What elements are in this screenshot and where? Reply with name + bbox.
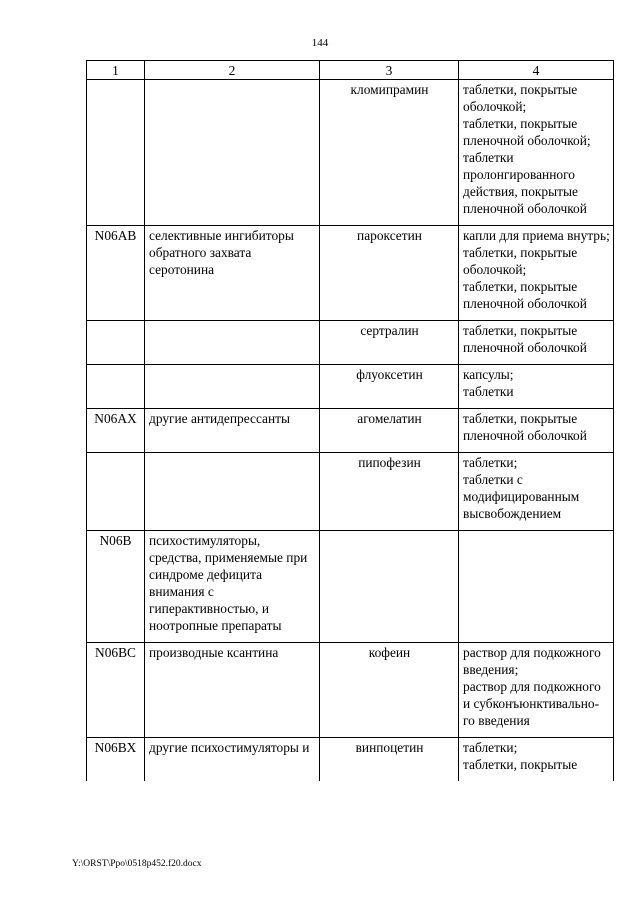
- dosage-forms-cell: [459, 738, 614, 782]
- group-name-cell: другие психостимуляторы и: [145, 738, 320, 782]
- page-number: 144: [311, 37, 329, 49]
- dosage-form: таблетки;: [463, 455, 518, 470]
- atc-code-cell: N06AX: [87, 409, 145, 453]
- atc-code-cell: [87, 365, 145, 409]
- dosage-forms-cell: [459, 365, 614, 409]
- column-header: 1: [87, 61, 145, 80]
- column-header: 3: [320, 61, 459, 80]
- drug-name-cell: [320, 531, 459, 643]
- dosage-form: таблетки, покрытые пленочной оболочкой: [463, 411, 587, 443]
- dosage-form: капсулы;: [463, 367, 514, 382]
- drug-name-cell: сертралин: [320, 321, 459, 365]
- dosage-forms-cell: [459, 80, 614, 226]
- group-name-cell: селективные ингибиторы обратного захвата серотонина: [145, 226, 320, 321]
- group-name-cell: психостимуляторы, средства, применяемые при синдроме дефицита внимания с гиперактивностью, и ноотропные препараты: [145, 531, 320, 643]
- dosage-form: раствор для подкожного и субконъюнктивально-го введения: [463, 679, 601, 728]
- dosage-form: таблетки;: [463, 740, 518, 755]
- dosage-form: таблетки, покрытые пленочной оболочкой: [463, 323, 587, 355]
- group-name-cell: [145, 365, 320, 409]
- drug-name-cell: пипофезин: [320, 453, 459, 531]
- atc-code-cell: N06BX: [87, 738, 145, 782]
- dosage-form: таблетки с модифицированным высвобождением: [463, 472, 580, 521]
- drug-name-cell: винпоцетин: [320, 738, 459, 782]
- table-row: [87, 80, 614, 226]
- drug-name-cell: кофеин: [320, 643, 459, 738]
- atc-code-cell: [87, 453, 145, 531]
- group-name-cell: [145, 321, 320, 365]
- group-name-cell: [145, 453, 320, 531]
- table-body: [87, 80, 614, 782]
- drug-name-cell: агомелатин: [320, 409, 459, 453]
- footer-file-path: Y:\ORST\Ppo\0518p452.f20.docx: [72, 859, 202, 869]
- group-name-cell: [145, 80, 320, 226]
- atc-code-cell: N06BC: [87, 643, 145, 738]
- dosage-form: таблетки пролонгированного действия, покрытые пленочной оболочкой: [463, 150, 587, 216]
- column-header: 2: [145, 61, 320, 80]
- dosage-forms-cell: [459, 643, 614, 738]
- drug-name-cell: пароксетин: [320, 226, 459, 321]
- drug-table: [86, 60, 614, 781]
- table-row: [87, 738, 614, 782]
- dosage-form: таблетки, покрытые оболочкой;: [463, 245, 578, 277]
- dosage-forms-cell: [459, 226, 614, 321]
- atc-code-cell: N06AB: [87, 226, 145, 321]
- group-name-cell: производные ксантина: [145, 643, 320, 738]
- dosage-form: капли для приема внутрь;: [463, 228, 610, 243]
- atc-code-cell: N06B: [87, 531, 145, 643]
- dosage-form: таблетки, покрытые: [463, 757, 578, 772]
- table-row: [87, 365, 614, 409]
- table-row: [87, 531, 614, 643]
- table-row: [87, 409, 614, 453]
- table-row: [87, 226, 614, 321]
- dosage-form: таблетки, покрытые оболочкой;: [463, 82, 578, 114]
- group-name-cell: другие антидепрессанты: [145, 409, 320, 453]
- table-row: [87, 321, 614, 365]
- atc-code-cell: [87, 321, 145, 365]
- table-header-row: [87, 61, 614, 80]
- dosage-form: раствор для подкожного введения;: [463, 645, 601, 677]
- table-row: [87, 643, 614, 738]
- table-row: [87, 453, 614, 531]
- drug-name-cell: флуоксетин: [320, 365, 459, 409]
- dosage-forms-cell: [459, 453, 614, 531]
- dosage-forms-cell: [459, 321, 614, 365]
- dosage-form: таблетки: [463, 384, 514, 399]
- dosage-form: таблетки, покрытые пленочной оболочкой;: [463, 116, 591, 148]
- dosage-forms-cell: [459, 409, 614, 453]
- drug-name-cell: кломипрамин: [320, 80, 459, 226]
- dosage-forms-cell: [459, 531, 614, 643]
- column-header: 4: [459, 61, 614, 80]
- atc-code-cell: [87, 80, 145, 226]
- dosage-form: таблетки, покрытые пленочной оболочкой: [463, 279, 587, 311]
